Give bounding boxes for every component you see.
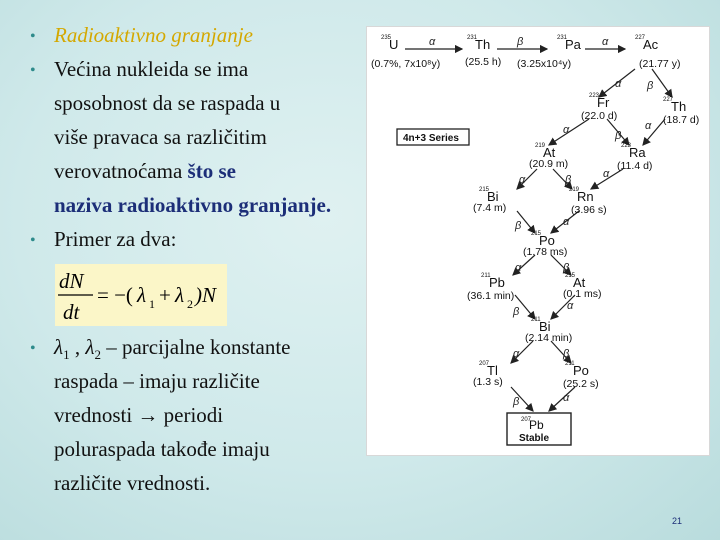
bullet-line [54, 334, 290, 368]
half-life: (18.7 d) [663, 114, 700, 126]
alpha-label: α [615, 78, 622, 90]
nuclide [529, 143, 568, 170]
bullet-line: vrednosti → periodi [54, 403, 224, 427]
nuclides [371, 35, 699, 445]
lambda-symbol: λ [85, 335, 95, 359]
half-life: (0.7%, 7x10⁸y) [371, 58, 441, 70]
series-label: 4n+3 Series [403, 133, 459, 144]
subscript: 1 [63, 347, 70, 363]
subscript: 2 [94, 347, 101, 363]
bullet-line: raspada – imaju različite [54, 369, 260, 393]
bullet-text: – parcijalne konstante [100, 335, 291, 359]
bullet-marker: • [30, 340, 36, 357]
decay-formula [55, 264, 227, 326]
nuclide [473, 361, 503, 388]
formula-box [55, 264, 227, 326]
half-life: (3.25x10⁴y) [517, 58, 572, 70]
separator: , [69, 335, 86, 359]
formula-numerator: dN [59, 269, 84, 293]
alpha-label: α [519, 174, 526, 186]
half-life: (7.4 m) [473, 202, 507, 214]
mass-number: 219 [569, 187, 580, 193]
mass-number: 235 [381, 35, 392, 41]
element-symbol: At [573, 275, 586, 290]
mass-number: 215 [531, 231, 542, 237]
beta-arrow [652, 69, 672, 97]
element-symbol: Tl [487, 363, 498, 378]
element-symbol: Pa [565, 37, 581, 52]
nuclide [523, 231, 567, 258]
bullet-marker: • [30, 62, 36, 79]
bullet-text: verovatnoćama [54, 159, 188, 183]
nuclide [465, 35, 501, 68]
nuclide [569, 187, 607, 216]
mass-number: 211 [531, 317, 541, 323]
beta-label: β [563, 262, 570, 274]
alpha-label: α [563, 124, 570, 136]
formula-close: )N [195, 283, 216, 307]
nuclide [563, 361, 599, 390]
beta-label: β [563, 348, 570, 360]
nuclide [581, 93, 617, 122]
mass-number: 227 [635, 35, 646, 41]
nuclide [473, 187, 506, 214]
formula-plus: + [159, 283, 171, 307]
bullet-marker: • [30, 232, 36, 249]
element-symbol: Th [475, 37, 491, 52]
alpha-label: α [563, 392, 570, 404]
nuclide-stable [507, 413, 571, 445]
alpha-label: α [515, 262, 522, 274]
nuclide [635, 35, 680, 70]
nuclide [525, 317, 572, 344]
element-symbol: At [543, 145, 556, 160]
alpha-label: α [567, 300, 574, 312]
mass-number: 231 [467, 35, 478, 41]
lambda-symbol: λ [175, 283, 185, 307]
formula-equals: = −( [97, 283, 133, 307]
slide-title: Radioaktivno granjanje [54, 23, 253, 47]
mass-number: 207 [479, 361, 490, 367]
mass-number: 227 [663, 97, 674, 103]
mass-number: 215 [565, 273, 576, 279]
half-life: (25.5 h) [465, 56, 502, 68]
subscript: 1 [149, 297, 155, 311]
beta-label: β [515, 220, 522, 232]
decay-arrows [405, 49, 672, 411]
half-life: (11.4 d) [617, 160, 653, 172]
mass-number: 231 [557, 35, 568, 41]
stable-label: Stable [519, 433, 550, 444]
decay-series-diagram [366, 26, 710, 456]
bullet-line: Većina nukleida se ima [54, 57, 249, 81]
nuclide [563, 273, 602, 300]
bullet-marker: • [30, 28, 36, 45]
half-life: (21.77 y) [639, 58, 681, 70]
arrow-labels [429, 36, 654, 408]
half-life: (2.14 min) [525, 332, 573, 344]
element-symbol: Fr [597, 95, 610, 110]
element-symbol: Ra [629, 145, 646, 160]
mass-number: 211 [565, 361, 575, 367]
element-symbol: Bi [487, 189, 499, 204]
beta-label: β [565, 174, 572, 186]
nuclide [663, 97, 699, 126]
element-symbol: Pb [489, 275, 505, 290]
alpha-label: α [563, 216, 570, 228]
beta-label: β [517, 36, 524, 48]
element-symbol: Th [671, 99, 687, 114]
alpha-label: α [645, 120, 652, 132]
bullet-line: Primer za dva: [54, 227, 177, 251]
half-life: (36.1 min) [467, 290, 515, 302]
element-symbol: Po [539, 233, 555, 248]
highlight-text: što se [187, 159, 236, 183]
alpha-label: α [513, 348, 520, 360]
half-life: (0.1 ms) [563, 288, 602, 300]
half-life: (1.3 s) [473, 376, 503, 388]
lambda-symbol: λ [54, 335, 64, 359]
beta-label: β [513, 396, 520, 408]
mass-number: 223 [621, 143, 632, 149]
nuclide [517, 35, 582, 70]
page-number: 21 [672, 516, 683, 526]
mass-number: 223 [589, 93, 600, 99]
lambda-symbol: λ [137, 283, 147, 307]
beta-label: β [615, 130, 622, 142]
half-life: (22.0 d) [581, 110, 618, 122]
mass-number: 211 [481, 273, 491, 279]
beta-label: β [513, 306, 520, 318]
alpha-label: α [602, 36, 609, 48]
half-life: (3.96 s) [571, 204, 607, 216]
subscript: 2 [187, 297, 193, 311]
element-symbol: Bi [539, 319, 551, 334]
half-life: (25.2 s) [563, 378, 599, 390]
alpha-arrow [549, 387, 575, 411]
bullet-line: sposobnost da se raspada u [54, 91, 281, 115]
mass-number: 219 [535, 143, 546, 149]
element-symbol: Pb [529, 418, 544, 432]
highlight-text: naziva radioaktivno granjanje. [54, 193, 332, 217]
half-life: (1.78 ms) [523, 246, 568, 258]
nuclide [467, 273, 514, 302]
bullet-line: različite vrednosti. [54, 471, 211, 495]
element-symbol: Po [573, 363, 589, 378]
mass-number: 207 [521, 417, 532, 423]
mass-number: 215 [479, 187, 490, 193]
element-symbol: Ac [643, 37, 659, 52]
alpha-label: α [429, 36, 436, 48]
formula-denominator: dt [63, 300, 80, 324]
bullet-line: poluraspada takođe imaju [54, 437, 270, 461]
bullet-line [54, 158, 236, 184]
alpha-label: α [603, 168, 610, 180]
decay-chain [367, 27, 709, 455]
bullet-line: više pravaca sa različitim [54, 125, 267, 149]
element-symbol: Rn [577, 189, 594, 204]
element-symbol: U [389, 37, 399, 52]
beta-label: β [647, 80, 654, 92]
nuclide [617, 143, 652, 172]
half-life: (20.9 m) [529, 158, 569, 170]
